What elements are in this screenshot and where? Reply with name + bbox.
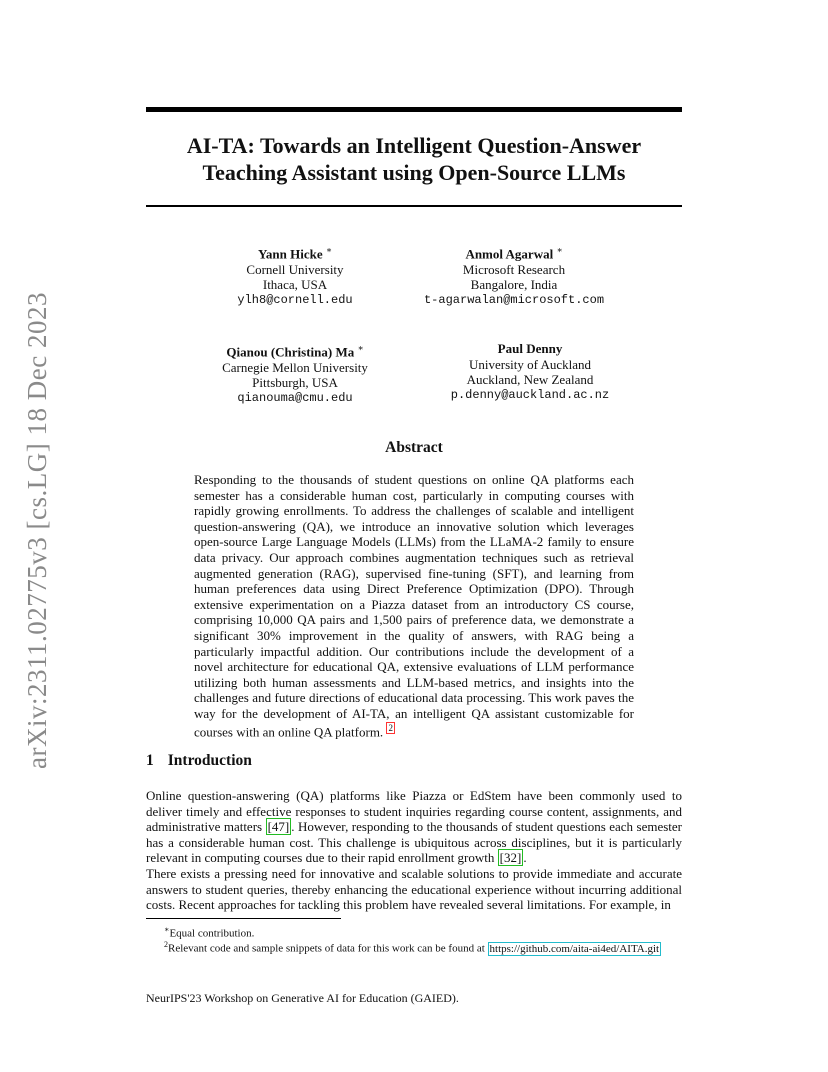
citation-link[interactable]: [32] [499,850,522,866]
section-number: 1 [146,752,154,769]
citation-link[interactable]: [47] [267,819,290,835]
author-name: Anmol Agarwal ∗ [465,245,563,262]
author-location: Auckland, New Zealand [466,372,594,387]
paper-title-line-1: AI-TA: Towards an Intelligent Question-Answer [186,133,642,158]
section-title: Introduction [167,752,252,769]
footnote-mark: 2 [164,940,168,949]
author-name: Yann Hicke ∗ [257,245,333,262]
author-name: Qianou (Christina) Ma ∗ [226,343,364,360]
abstract-body [194,472,634,739]
arxiv-identifier-text: arXiv:2311.02775v3 [cs.LG] 18 Dec 2023 [21,291,52,769]
author-email: ylh8@cornell.edu [237,292,353,307]
author-block [180,341,410,406]
title-top-rule [146,107,682,112]
equal-contribution-mark: ∗ [357,343,364,353]
author-location: Pittsburgh, USA [252,375,338,391]
paper-title [146,132,682,186]
author-email: p.denny@auckland.ac.nz [450,387,610,402]
venue-footer: NeurIPS'23 Workshop on Generative AI for Education (GAIED). [146,991,459,1005]
paper-title-line-2: Teaching Assistant using Open-Source LLMs [202,160,626,185]
footnote-2-link[interactable]: 2 [388,722,393,733]
author-name: Paul Denny [497,341,563,356]
abstract-text: Responding to the thousands of student questions on online QA platforms each semester has a considerable human cost, particularly in computing courses with rapidly growing enrollments. To address the challenges of scalable and intelligent question-answering (QA), we introduce an innovative solution which leverages open-source Large Language Models (LLMs) from the LLaMA-2 family to ensure data privacy. Our approach combines augmentation techniques such as retrieval augmented generation (RAG), supervised fine-tuning (SFT), and learning from human preferences data using Direct Preference Optimization (DPO). Through extensive experimentation on a Piazza dataset from an introductory CS course, comprising 10,000 QA pairs and 1,500 pairs of preference data, we demonstrate a significant 30% improvement in the quality of answers, with RAG being a particularly impactful addition. Our contributions include the development of a novel architecture for educational QA, extensive evaluations of LLM performance utilizing both human assessments and LLM-based metrics, and insights into the challenges and future directions of educational data processing. This work paves the way for the development of AI-TA, an intelligent QA assistant customizable for courses with an online QA platform. [194,472,634,739]
equal-contribution-mark: ∗ [325,245,333,255]
footnote-mark: ∗ [164,925,170,934]
abstract-heading: Abstract [385,439,443,456]
github-link[interactable]: https://github.com/aita-ai4ed/AITA.git [489,942,660,955]
footnote-rule [146,918,341,919]
intro-paragraph-2: There exists a pressing need for innovative and scalable solutions to provide immediate and accurate answers to student queries, thereby enhancing the educational experience without incurring additional costs. Recent approaches for tackling this problem have revealed several limitations. For example, in [146,866,682,913]
author-affiliation: Carnegie Mellon University [222,359,368,375]
intro-paragraph-1: Online question-answering (QA) platforms like Piazza or EdStem have been commonly used to deliver timely and effective responses to student inquiries regarding course content, assignments, and administrative matters [47] . However, responding to the thousands of student questions each semester has a considerable human cost. This challenge is ubiquitous across disciplines, but it is particularly relevant in computing courses due to their rapid enrollment growth [32] . [146,788,682,866]
title-bottom-rule [146,205,682,207]
author-affiliation: Cornell University [246,261,344,277]
author-affiliation: University of Auckland [468,356,592,372]
author-location: Bangalore, India [470,277,558,293]
author-block [180,243,410,308]
author-email: qianouma@cmu.edu [237,390,353,405]
author-block [399,243,629,308]
author-location: Ithaca, USA [262,277,328,293]
footnote-1: ∗Equal contribution. [164,925,255,940]
author-affiliation: Microsoft Research [462,261,566,277]
equal-contribution-mark: ∗ [556,245,563,255]
arxiv-identifier [20,290,54,770]
author-block [415,341,645,403]
footnote-2: $^2$Relevant code and sample snippets of data for this work can be found at https://github.com/aita-ai4ed/AITA.git [164,940,660,955]
author-email: t-agarwalan@microsoft.com [423,292,605,307]
section-heading-introduction [146,752,252,770]
